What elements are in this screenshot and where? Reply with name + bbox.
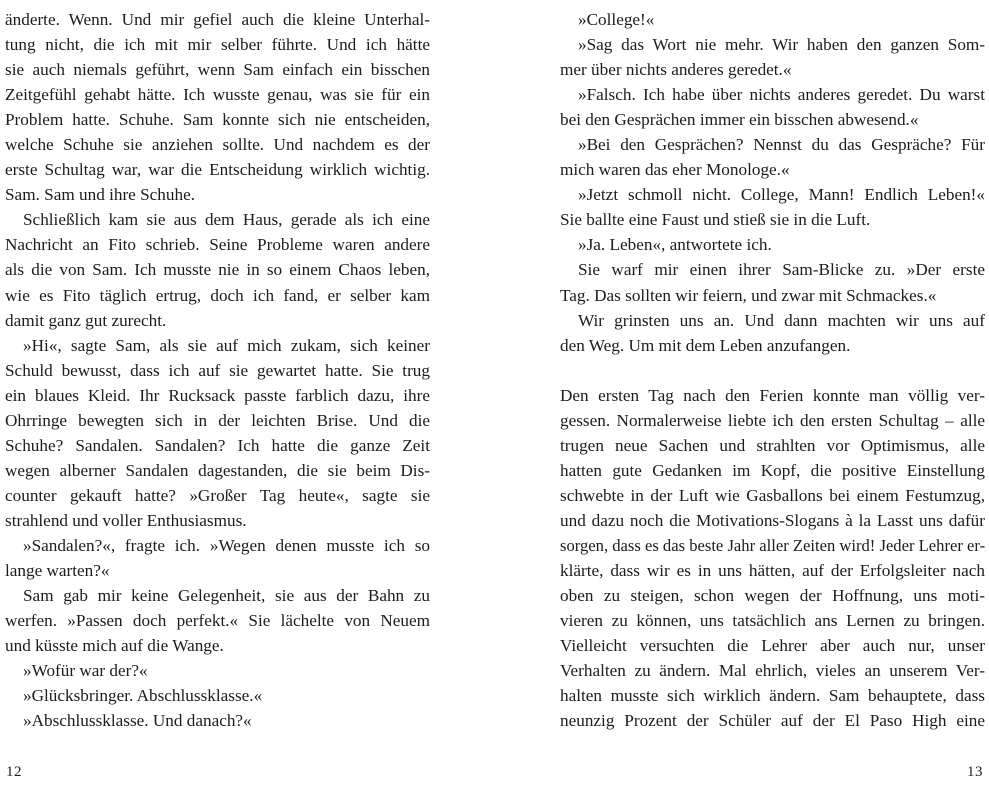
text-line: klärte, dass wir es in uns hätten, auf der Erfolgsleiter nach: [560, 561, 985, 581]
text-line: Den ersten Tag nach den Ferien konnte man völlig ver-: [560, 385, 985, 405]
text-line: sorgen, dass es das beste Jahr aller Zeiten wird! Jeder Lehrer er-: [560, 535, 986, 555]
text-line: Verhalten zu ändern. Mal ehrlich, vieles an unserem Ver-: [560, 661, 985, 681]
text-line: gessen. Normalerweise liebte ich den ersten Schultag – alle: [560, 410, 985, 430]
text-line: Vielleicht versuchten die Lehrer aber auch nur, unser: [560, 636, 985, 656]
text-line: »Falsch. Ich habe über nichts anderes geredet. Du warst: [578, 85, 985, 105]
text-line: als die von Sam. Ich musste nie in so einem Chaos leben,: [5, 260, 430, 280]
text-line: Schuld bewusst, dass ich auf sie gewartet hatte. Sie trug: [5, 360, 430, 380]
text-line: »Jetzt schmoll nicht. College, Mann! Endlich Leben!«: [578, 185, 985, 205]
text-line: »Abschlussklasse. Und danach?«: [23, 711, 252, 731]
text-line: »Sandalen?«, fragte ich. »Wegen denen musste ich so: [23, 535, 430, 555]
text-line: hatten gute Gedanken im Kopf, die positive Einstellung: [560, 460, 985, 480]
text-line: counter gekauft hatte? »Großer Tag heute«, sagte sie: [5, 485, 430, 505]
text-line: Zeitgefühl gehabt hätte. Ich wusste genau, was sie für ein: [5, 85, 430, 105]
text-line: mer über nichts anderes geredet.«: [560, 60, 792, 80]
text-line: Schuhe? Sandalen. Sandalen? Ich hatte die ganze Zeit: [5, 435, 430, 455]
text-line: »Ja. Leben«, antwortete ich.: [578, 235, 772, 255]
text-line: wie es Fito täglich ertrug, doch ich fand, er selber kam: [5, 285, 430, 305]
text-line: »Glücksbringer. Abschlussklasse.«: [23, 686, 263, 706]
left-page: [5, 7, 430, 733]
text-line: Tag. Das sollten wir feiern, und zwar mit Schmackes.«: [560, 285, 937, 305]
text-line: strahlend und voller Enthusiasmus.: [5, 510, 247, 530]
right-page: [560, 7, 985, 733]
text-line: Problem hatte. Schuhe. Sam konnte sich nie entscheiden,: [5, 110, 430, 130]
text-line: trugen neue Sachen und strahlten vor Optimismus, alle: [560, 435, 985, 455]
text-line: schwebte in der Luft wie Gasballons bei einem Festumzug,: [560, 485, 985, 505]
text-line: neunzig Prozent der Schüler auf der El Paso High eine: [560, 711, 985, 731]
text-line: und dazu noch die Motivations-Slogans à la Lasst uns dafür: [560, 510, 985, 530]
text-line: werfen. »Passen doch perfekt.« Sie lächelte von Neuem: [5, 611, 430, 631]
page-number-left: 12: [6, 764, 22, 780]
text-line: Nachricht an Fito schrieb. Seine Probleme waren andere: [5, 235, 430, 255]
text-line: Sam gab mir keine Gelegenheit, sie aus der Bahn zu: [23, 586, 430, 606]
page-number-right: 13: [967, 764, 983, 780]
text-line: lange warten?«: [5, 561, 110, 581]
text-line: erste Schultag war, war die Entscheidung wirklich wichtig.: [5, 160, 430, 180]
text-line: »Bei den Gesprächen? Nennst du das Gespräche? Für: [578, 135, 985, 155]
text-line: Ohrringe bewegten sich in der leichten Brise. Und die: [5, 410, 430, 430]
text-line: wegen alberner Sandalen dagestanden, die sie beim Dis-: [5, 460, 430, 480]
section-break: [560, 358, 985, 383]
text-line: Wir grinsten uns an. Und dann machten wir uns auf: [578, 310, 985, 330]
text-line: den Weg. Um mit dem Leben anzufangen.: [560, 335, 851, 355]
text-line: bei den Gesprächen immer ein bisschen abwesend.«: [560, 110, 919, 130]
text-line: Sam. Sam und ihre Schuhe.: [5, 185, 195, 205]
text-line: Schließlich kam sie aus dem Haus, gerade als ich eine: [23, 210, 430, 230]
text-line: halten musste sich wirklich ändern. Sam behauptete, dass: [560, 686, 985, 706]
text-line: tung nicht, die ich mit mir selber führte. Und ich hätte: [5, 35, 430, 55]
text-line: »Wofür war der?«: [23, 661, 148, 681]
text-line: welche Schuhe sie anziehen sollte. Und nachdem es der: [5, 135, 430, 155]
text-line: vieren zu können, uns tatsächlich ans Lernen zu bringen.: [560, 611, 985, 631]
text-line: damit ganz gut zurecht.: [5, 310, 167, 330]
text-line: »Hi«, sagte Sam, als sie auf mich zukam, sich keiner: [23, 335, 430, 355]
text-line: Sie warf mir einen ihrer Sam-Blicke zu. »Der erste: [578, 260, 985, 280]
text-line: »Sag das Wort nie mehr. Wir haben den ganzen Som-: [578, 35, 985, 55]
text-line: Sie ballte eine Faust und stieß sie in die Luft.: [560, 210, 871, 230]
text-line: ein blaues Kleid. Ihr Rucksack passte farblich dazu, ihre: [5, 385, 430, 405]
text-line: und küsste mich auf die Wange.: [5, 636, 224, 656]
text-line: mich waren das eher Monologe.«: [560, 160, 790, 180]
text-line: »College!«: [578, 10, 655, 29]
text-line: sie auch niemals geführt, wenn Sam einfach ein bisschen: [5, 60, 430, 80]
text-line: änderte. Wenn. Und mir gefiel auch die kleine Unterhal-: [5, 10, 430, 29]
text-line: oben zu steigen, schon wegen der Hoffnung, uns moti-: [560, 586, 985, 606]
